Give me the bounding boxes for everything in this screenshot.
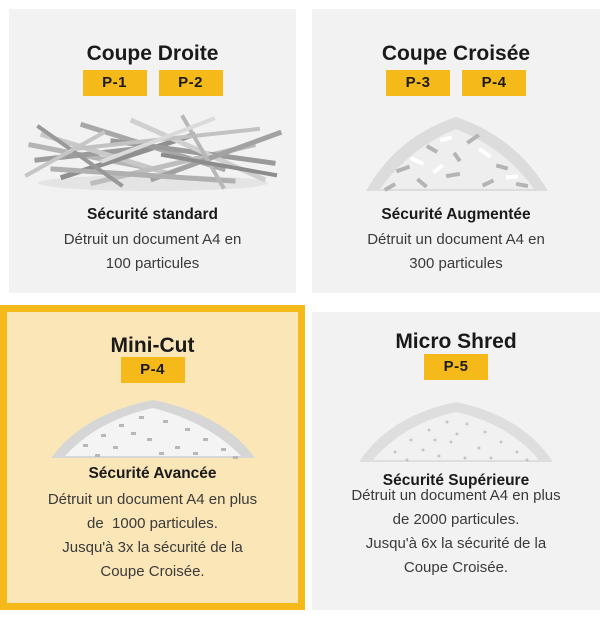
card-title: Coupe Droite — [86, 42, 219, 65]
security-level-label: Sécurité Avancée — [88, 465, 217, 482]
card-description: Détruit un document A4 en plus de 1000 particules. Jusqu'à 3x la sécurité de la Coupe Croisée. — [47, 491, 258, 580]
card-description: Détruit un document A4 en plus de 2000 particules. Jusqu'à 6x la sécurité de la Coupe Croisée. — [351, 487, 561, 576]
security-level-label: Sécurité standard — [87, 206, 218, 223]
card-title: Micro Shred — [395, 330, 517, 353]
card-description: Détruit un document A4 en 100 particules — [63, 231, 242, 272]
straight-cut-strips-icon — [9, 105, 296, 197]
security-level-label: Sécurité Augmentée — [381, 206, 531, 223]
card-micro-shred — [312, 312, 600, 610]
card-mini-cut-highlighted — [0, 305, 305, 610]
security-level-badge: P-1 — [83, 70, 147, 96]
card-description: Détruit un document A4 en 300 particules — [367, 231, 545, 272]
security-level-badge: P-4 — [462, 70, 526, 96]
card-cross-cut — [312, 9, 600, 293]
security-level-label: Sécurité Supérieure — [382, 472, 530, 489]
micro-shred-pile-icon — [312, 394, 600, 466]
security-level-badges — [312, 354, 600, 380]
card-title: Mini-Cut — [110, 334, 195, 357]
security-level-badge: P-4 — [121, 357, 185, 383]
security-level-badge: P-2 — [159, 70, 223, 96]
security-level-badges — [7, 357, 298, 383]
cross-cut-pieces-icon — [312, 107, 600, 197]
security-level-badge: P-5 — [424, 354, 488, 380]
security-level-badge: P-3 — [386, 70, 450, 96]
security-level-badges — [9, 70, 296, 96]
security-level-badges — [312, 70, 600, 96]
mini-cut-pile-icon — [7, 394, 298, 462]
card-title: Coupe Croisée — [381, 42, 531, 65]
card-straight-cut — [9, 9, 296, 293]
